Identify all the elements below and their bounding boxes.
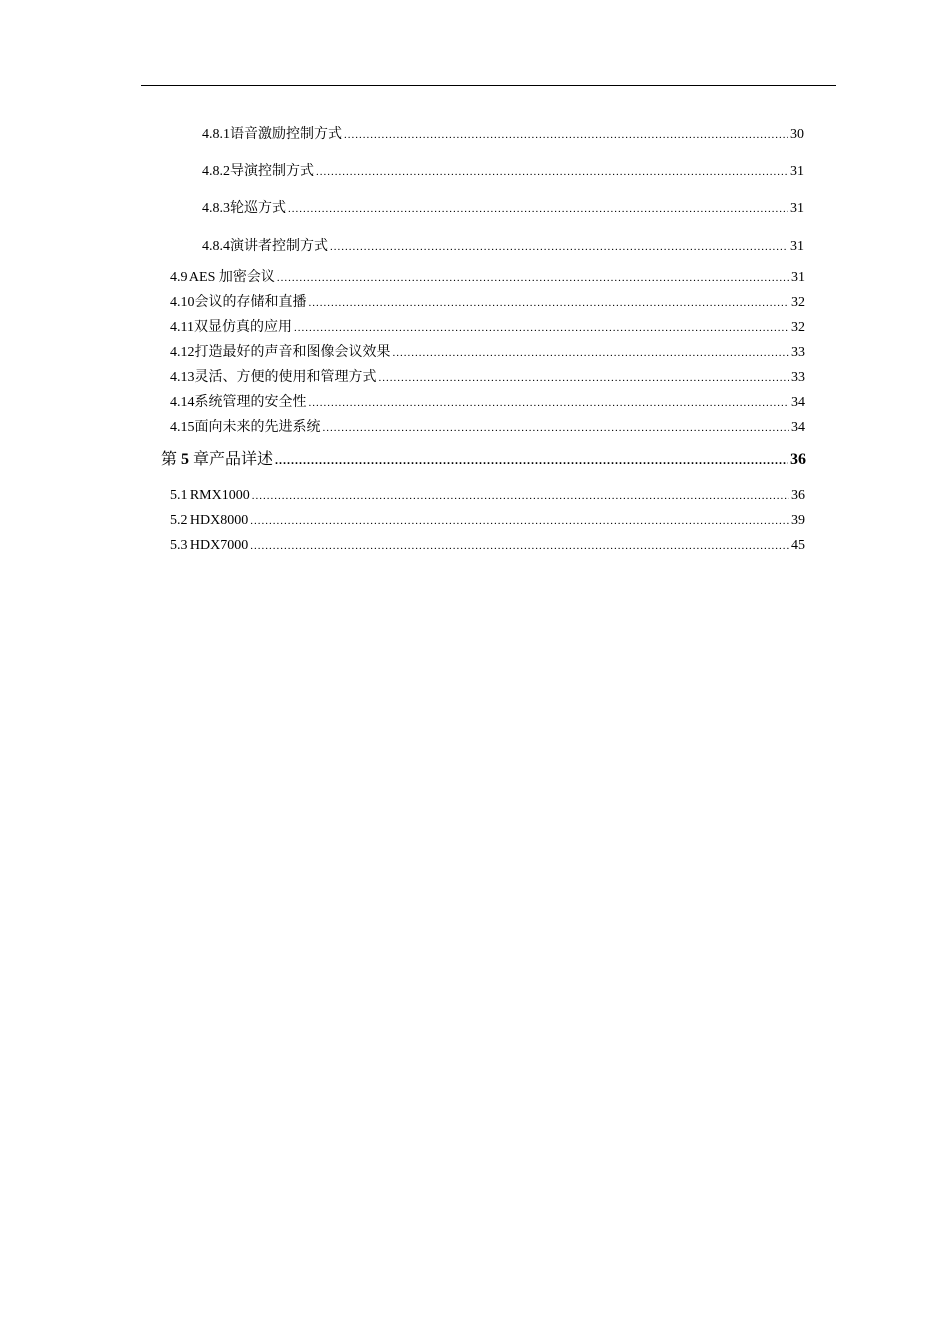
toc-leader-dots: [252, 487, 789, 505]
toc-entry-page: 31: [790, 164, 804, 179]
toc-entry-title: RMX1000: [189, 488, 250, 503]
toc-entry-page: 34: [791, 395, 805, 410]
toc-entry-number: 5.1: [170, 488, 188, 503]
toc-leader-dots: [294, 319, 789, 337]
toc-entry-title: AES 加密会议: [188, 270, 275, 285]
toc-entry-5-1[interactable]: [170, 487, 805, 505]
toc-entry-4-13[interactable]: [170, 369, 805, 387]
toc-entry-number: 4.8.3: [202, 201, 230, 216]
toc-entry-number: 4.8.4: [202, 239, 230, 254]
toc-entry-title: HDX7000: [189, 538, 249, 553]
toc-entry-5-3[interactable]: [170, 537, 805, 555]
toc-entry-number: 4.15: [170, 420, 195, 435]
toc-entry-4-14[interactable]: [170, 394, 805, 412]
toc-entry-5-2[interactable]: [170, 512, 805, 530]
toc-entry-number: 4.10: [170, 295, 195, 310]
toc-leader-dots: [277, 269, 789, 287]
toc-entry-page: 30: [790, 127, 804, 142]
chapter-prefix: 第: [161, 451, 178, 468]
toc-leader-dots: [323, 419, 790, 437]
toc-leader-dots: [309, 394, 790, 412]
toc-entry-title: 灵活、方便的使用和管理方式: [194, 370, 377, 385]
toc-entry-page: 36: [791, 488, 805, 503]
toc-chapter-page: 36: [790, 451, 806, 468]
toc-chapter-5[interactable]: [161, 451, 806, 469]
toc-entry-title: 系统管理的安全性: [194, 395, 307, 410]
header-rule: [141, 85, 836, 86]
toc-entry-title: 轮巡方式: [230, 201, 286, 216]
toc-entry-page: 32: [791, 295, 805, 310]
toc-entry-4-10[interactable]: [170, 294, 805, 312]
toc-entry-number: 4.8.1: [202, 127, 230, 142]
toc-entry-title: 双显仿真的应用: [193, 320, 292, 335]
toc-chapter-title: 产品详述: [209, 451, 274, 468]
toc-leader-dots: [393, 344, 790, 362]
toc-entry-title: 导演控制方式: [230, 164, 314, 179]
toc-entry-title: 会议的存储和直播: [194, 295, 307, 310]
toc-entry-page: 33: [791, 345, 805, 360]
toc-entry-number: 4.9: [170, 270, 188, 285]
toc-entry-4-15[interactable]: [170, 419, 805, 437]
toc-entry-4-8-4[interactable]: [202, 238, 804, 256]
toc-entry-4-8-2[interactable]: [202, 163, 804, 181]
toc-entry-number: 4.14: [170, 395, 195, 410]
toc-leader-dots: [316, 163, 788, 181]
toc-entry-number: 5.3: [170, 538, 188, 553]
toc-entry-4-9[interactable]: [170, 269, 805, 287]
toc-entry-title: HDX8000: [189, 513, 249, 528]
toc-entry-page: 31: [790, 201, 804, 216]
toc-entry-page: 31: [791, 270, 805, 285]
chapter-number: 5: [181, 451, 190, 468]
toc-leader-dots: [330, 238, 788, 256]
toc-entry-number: 5.2: [170, 513, 188, 528]
toc-entry-4-11[interactable]: [170, 319, 805, 337]
toc-entry-page: 31: [790, 239, 804, 254]
toc-chapter-number: [161, 451, 209, 469]
toc-entry-page: 33: [791, 370, 805, 385]
toc-entry-title: 语音激励控制方式: [230, 127, 342, 142]
toc-entry-4-8-3[interactable]: [202, 200, 804, 218]
toc-leader-dots: [275, 451, 788, 469]
toc-entry-number: 4.13: [170, 370, 195, 385]
toc-entry-page: 32: [791, 320, 805, 335]
toc-leader-dots: [250, 512, 789, 530]
toc-leader-dots: [344, 126, 788, 144]
toc-entry-title: 打造最好的声音和图像会议效果: [194, 345, 391, 360]
toc-entry-4-8-1[interactable]: [202, 126, 804, 144]
toc-entry-4-12[interactable]: [170, 344, 805, 362]
toc-entry-number: 4.8.2: [202, 164, 230, 179]
chapter-suffix: 章: [193, 451, 210, 468]
toc-leader-dots: [250, 537, 789, 555]
toc-entry-number: 4.12: [170, 345, 195, 360]
toc-entry-page: 39: [791, 513, 805, 528]
toc-entry-page: 34: [791, 420, 805, 435]
toc-entry-page: 45: [791, 538, 805, 553]
toc-entry-title: 演讲者控制方式: [230, 239, 328, 254]
toc-leader-dots: [379, 369, 790, 387]
toc-leader-dots: [309, 294, 790, 312]
toc-leader-dots: [288, 200, 788, 218]
toc-entry-number: 4.11: [170, 320, 194, 335]
toc-entry-title: 面向未来的先进系统: [194, 420, 321, 435]
